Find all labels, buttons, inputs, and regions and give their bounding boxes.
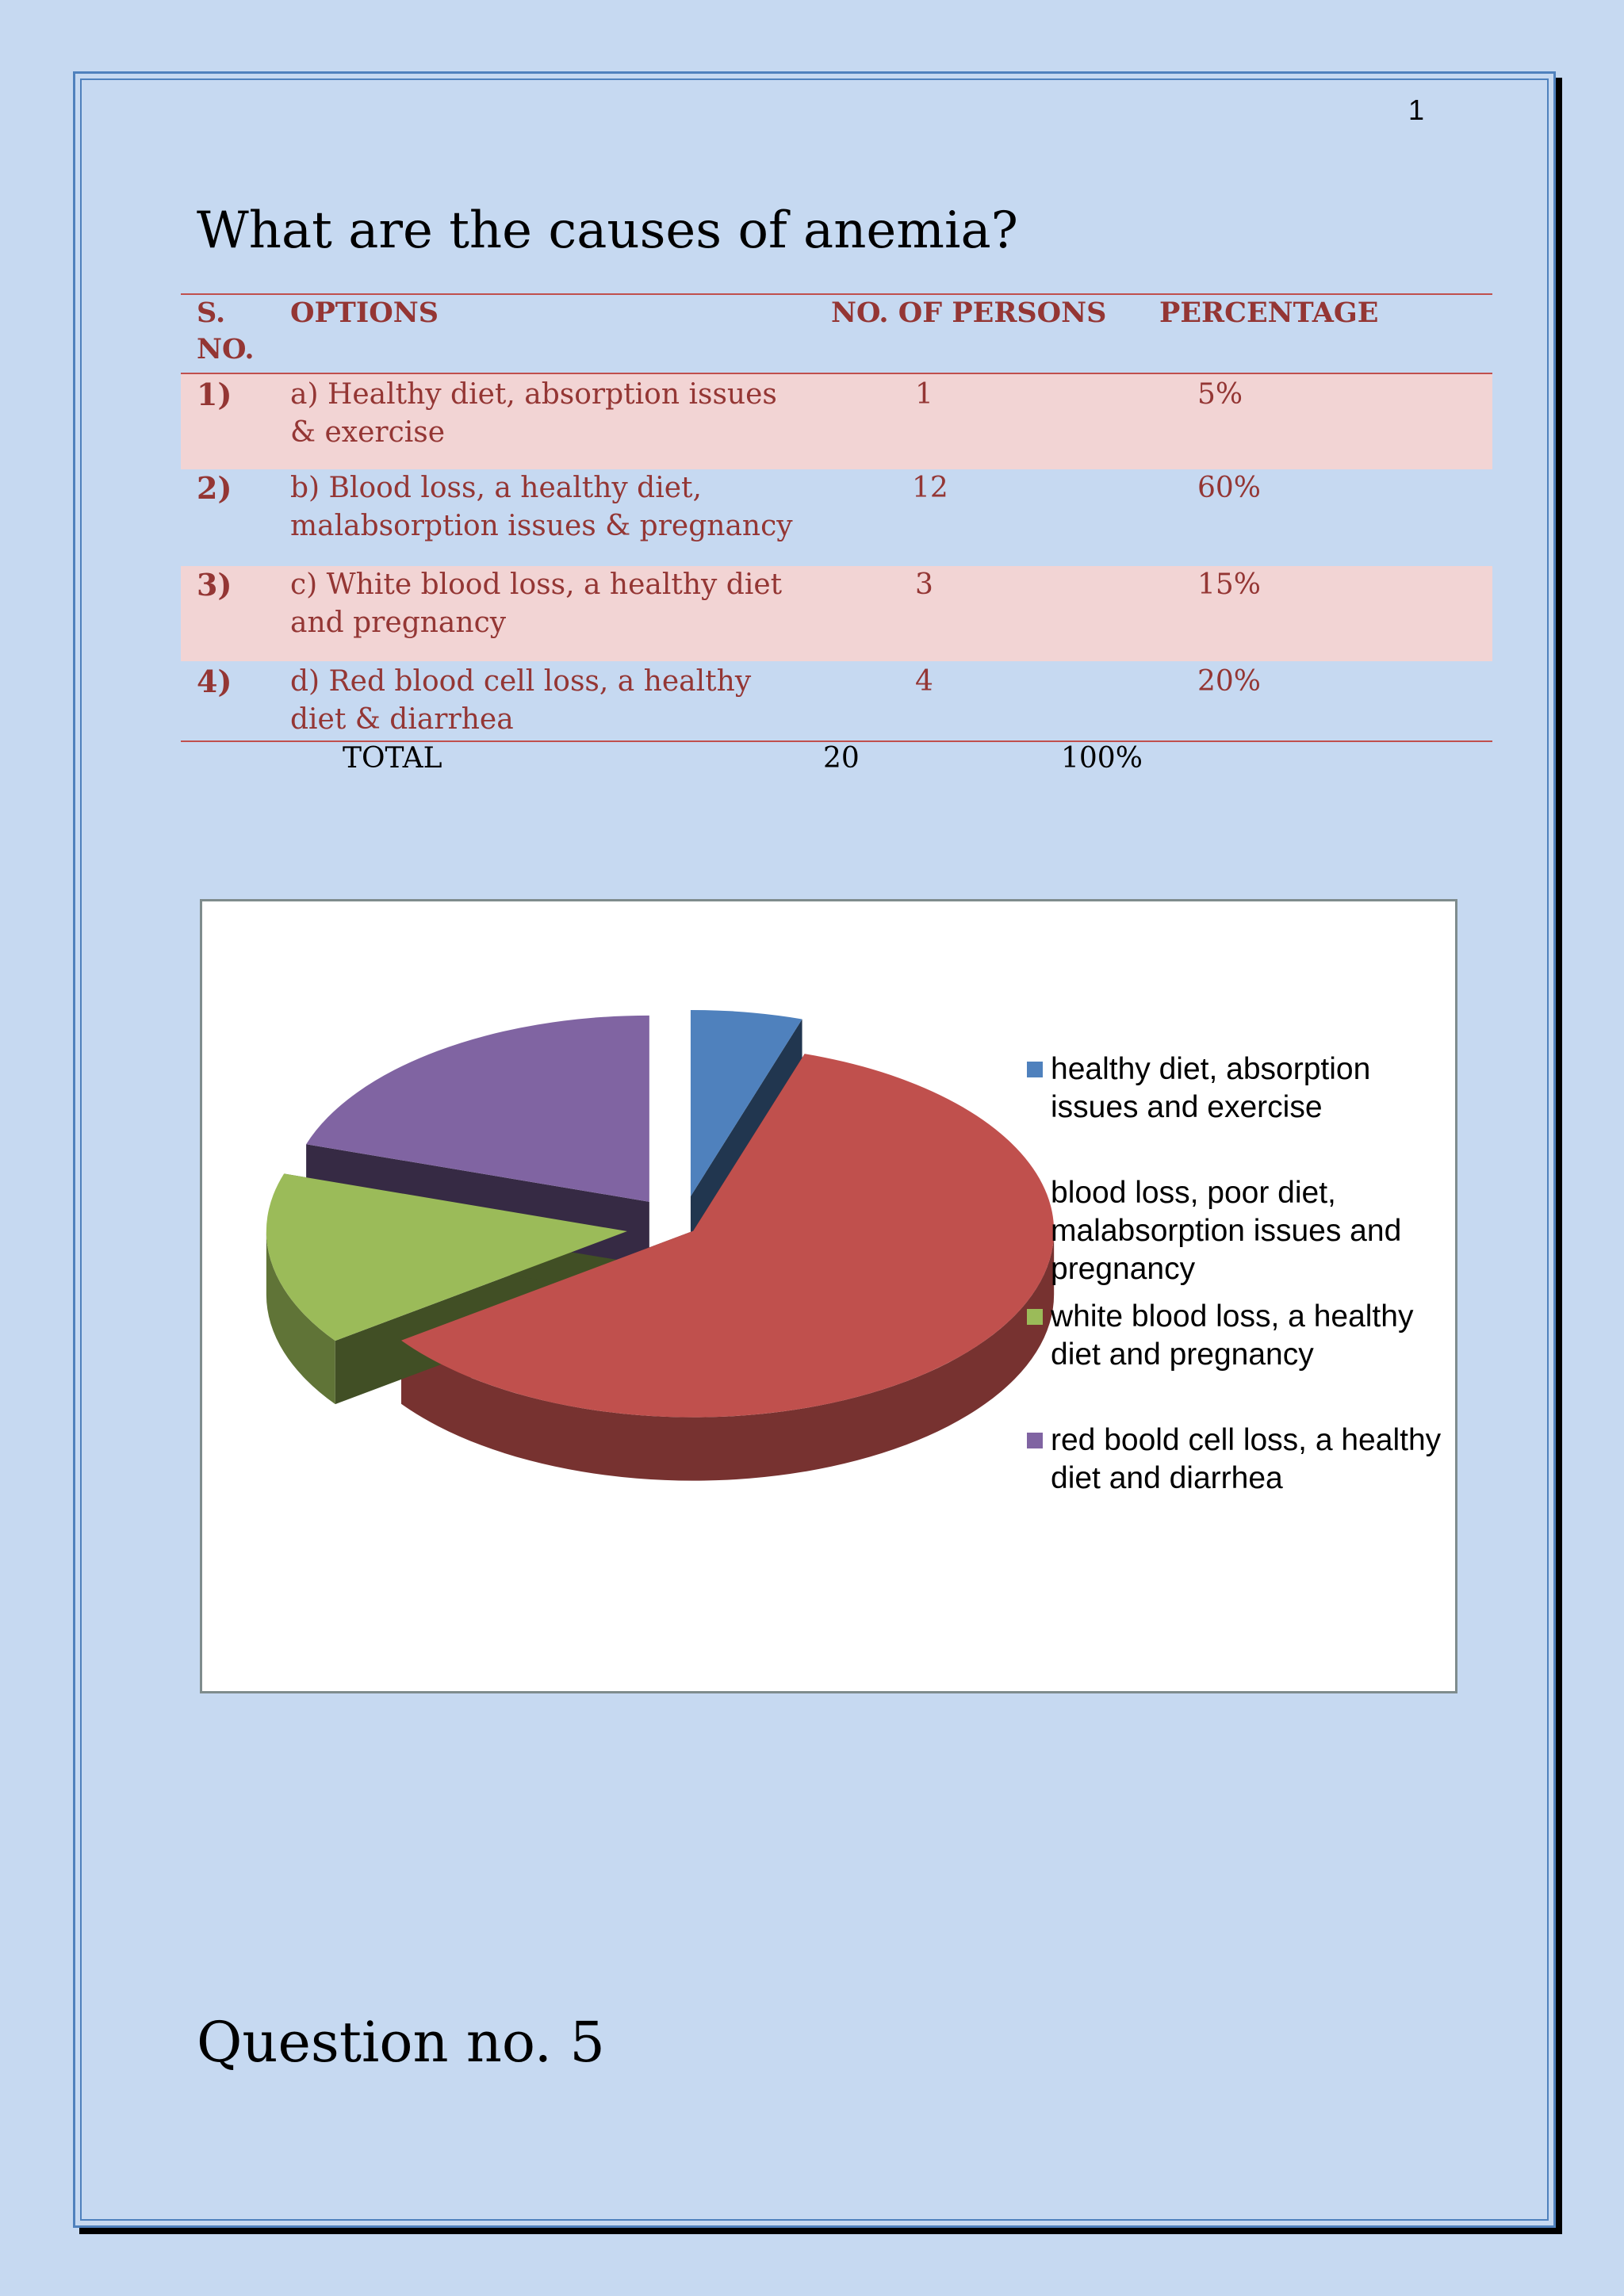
- row-sno: 4): [197, 664, 232, 699]
- header-sno: S. NO.: [197, 297, 255, 365]
- total-persons: 20: [823, 742, 860, 775]
- header-persons: NO. OF PERSONS: [831, 297, 1107, 329]
- page-title: What are the causes of anemia?: [197, 201, 1018, 260]
- row-percentage: 15%: [1197, 568, 1262, 601]
- legend-swatch: [1027, 1185, 1043, 1201]
- total-label: TOTAL: [343, 742, 442, 775]
- survey-table: [181, 293, 1492, 785]
- row-persons: 3: [915, 568, 933, 601]
- row-persons: 4: [915, 665, 933, 698]
- row-sno: 3): [197, 567, 232, 603]
- pie-chart: [200, 899, 1457, 1693]
- legend-label: healthy diet, absorption issues and exercise: [1051, 1052, 1371, 1124]
- row-percentage: 60%: [1197, 472, 1262, 504]
- legend-swatch: [1027, 1309, 1043, 1325]
- row-percentage: 20%: [1197, 665, 1262, 698]
- total-percentage: 100%: [1061, 742, 1143, 775]
- legend-label: blood loss, poor diet, malabsorption issues and pregnancy: [1051, 1176, 1402, 1286]
- page-number: 1: [1408, 94, 1425, 126]
- row-persons: 1: [915, 378, 933, 411]
- row-option: b) Blood loss, a healthy diet, malabsorption issues & pregnancy: [290, 472, 793, 542]
- question-number: Question no. 5: [197, 2010, 605, 2075]
- legend-swatch: [1027, 1062, 1043, 1077]
- row-percentage: 5%: [1197, 378, 1243, 411]
- row-sno: 1): [197, 377, 232, 412]
- row-option: d) Red blood cell loss, a healthy diet & diarrhea: [290, 665, 752, 736]
- header-options: OPTIONS: [290, 297, 439, 329]
- row-sno: 2): [197, 470, 232, 506]
- legend-swatch: [1027, 1433, 1043, 1448]
- header-percentage: PERCENTAGE: [1159, 297, 1379, 329]
- legend-label: red boold cell loss, a healthy diet and diarrhea: [1051, 1423, 1442, 1495]
- row-persons: 12: [912, 472, 948, 504]
- legend-label: white blood loss, a healthy diet and pregnancy: [1051, 1299, 1414, 1372]
- row-option: c) White blood loss, a healthy diet and pregnancy: [290, 568, 783, 639]
- row-option: a) Healthy diet, absorption issues & exercise: [290, 378, 777, 449]
- pie-chart-svg: [202, 901, 1455, 1691]
